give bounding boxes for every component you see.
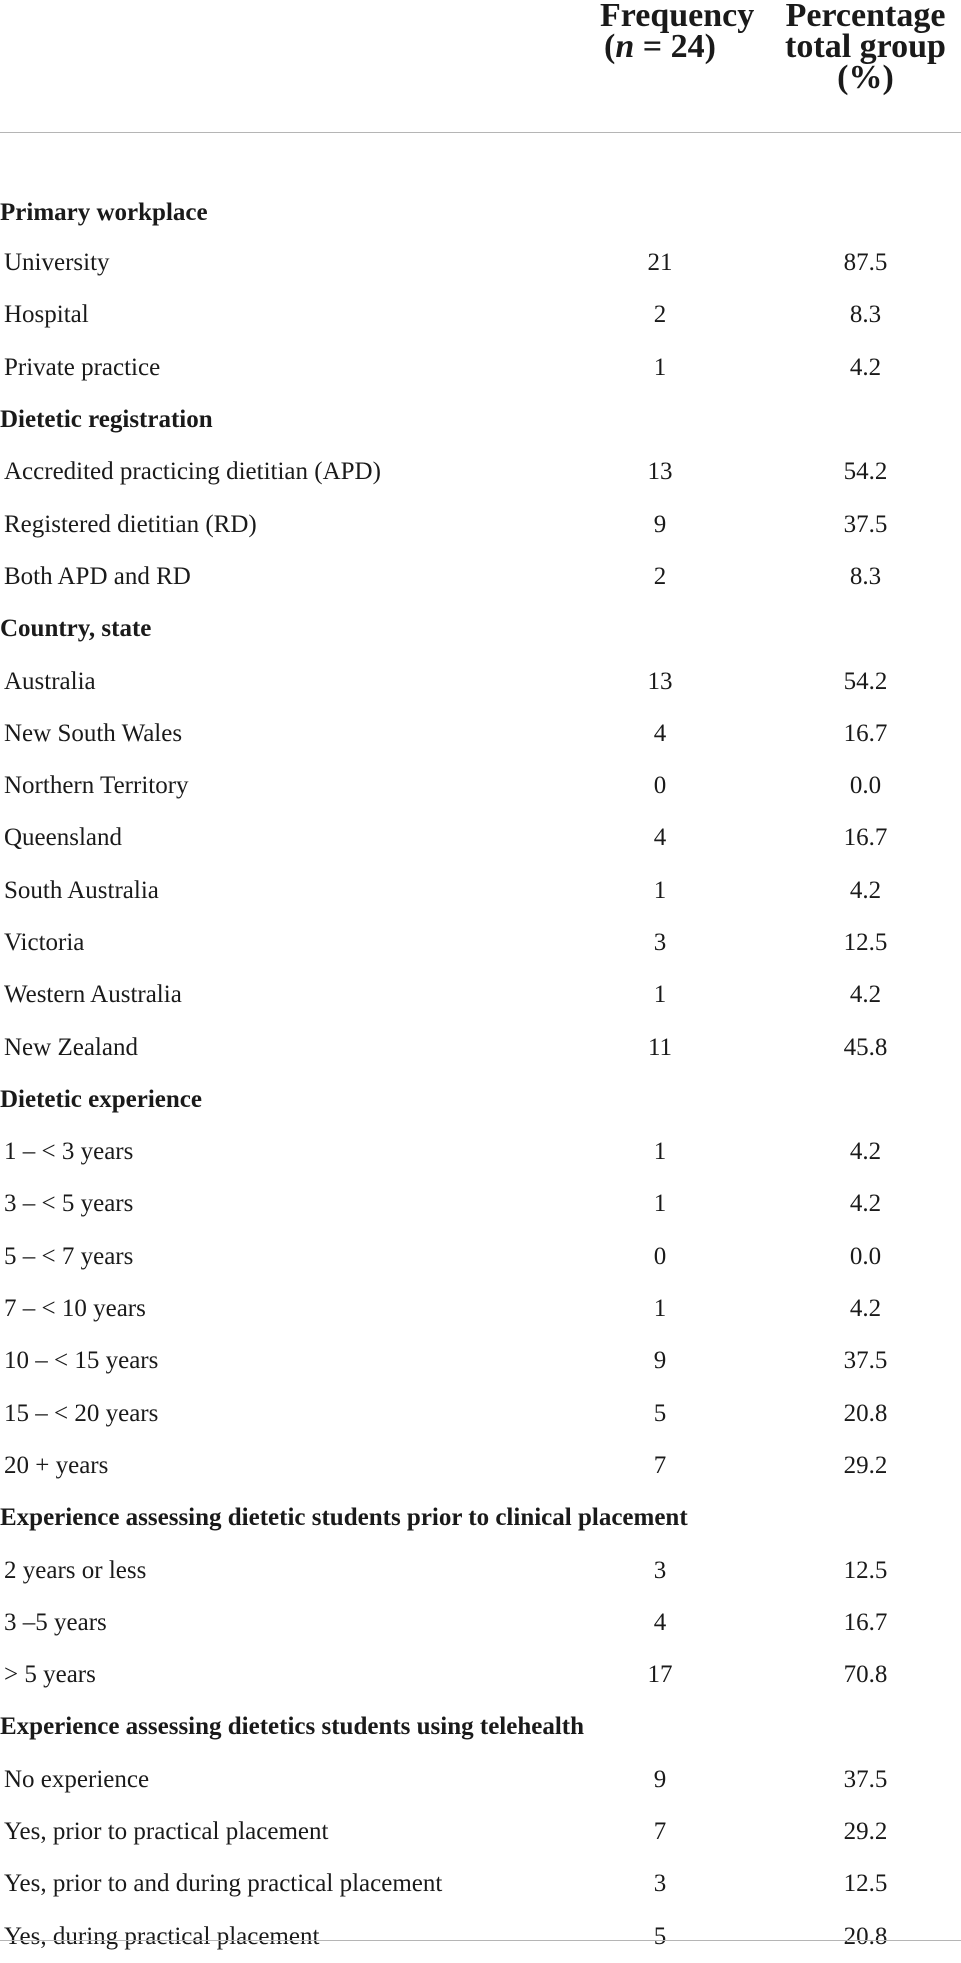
row-percentage: 20.8: [843, 1922, 888, 1950]
header-frequency-n: n: [615, 28, 635, 65]
row-frequency: 0: [653, 772, 667, 800]
section-title: Dietetic registration: [0, 406, 213, 434]
table-row: [0, 1440, 961, 1492]
row-frequency: 1: [653, 353, 667, 381]
row-percentage: 4.2: [849, 1138, 882, 1166]
table-row: [0, 1231, 961, 1283]
section-row: [0, 603, 961, 655]
row-label: No experience: [4, 1765, 150, 1793]
row-label: Yes, prior to practical placement: [4, 1818, 329, 1846]
row-percentage: 29.2: [843, 1451, 888, 1479]
table-row: [0, 1754, 961, 1806]
row-label: Yes, prior to and during practical placement: [4, 1870, 443, 1898]
table-row: [0, 1806, 961, 1858]
table-row: [0, 237, 961, 289]
row-frequency: 0: [653, 1242, 667, 1270]
header-percentage-line-1: Percentage: [785, 0, 946, 34]
table-row: [0, 1283, 961, 1335]
row-percentage: 8.3: [849, 301, 882, 329]
header-row: [0, 0, 961, 133]
header-percentage-line-2: total group: [785, 28, 946, 65]
row-frequency: 3: [653, 929, 667, 956]
row-label: 7 – < 10 years: [4, 1295, 146, 1323]
row-frequency: 1: [653, 1190, 667, 1218]
row-label: Hospital: [4, 301, 89, 329]
row-percentage: 45.8: [843, 1033, 888, 1061]
row-label: Accredited practicing dietitian (APD): [4, 458, 381, 486]
row-frequency: 3: [653, 1870, 667, 1898]
row-percentage: 54.2: [843, 667, 888, 695]
row-label: South Australia: [4, 876, 159, 904]
table-row: [0, 1126, 961, 1178]
row-frequency: 17: [647, 1661, 673, 1689]
row-percentage: 37.5: [843, 1765, 888, 1793]
row-label: Northern Territory: [4, 772, 189, 800]
row-frequency: 5: [653, 1922, 667, 1950]
table-row: [0, 917, 961, 969]
table-header: [0, 0, 961, 133]
table-row: [0, 1649, 961, 1701]
row-frequency: 4: [653, 719, 667, 747]
section-title: Experience assessing dietetics students using telehealth: [0, 1713, 585, 1741]
table-row: [0, 969, 961, 1021]
table-row: [0, 342, 961, 394]
section-title: Dietetic experience: [0, 1085, 202, 1113]
section-title: Country, state: [0, 615, 152, 643]
table-row: [0, 865, 961, 917]
table-row: [0, 498, 961, 550]
row-frequency: 4: [653, 1608, 667, 1636]
row-percentage: 4.2: [849, 981, 882, 1009]
row-percentage: 0.0: [849, 1242, 882, 1270]
row-frequency: 2: [653, 301, 667, 329]
table-row: [0, 551, 961, 603]
row-frequency: 5: [653, 1399, 667, 1427]
row-frequency: 9: [653, 1765, 667, 1793]
row-percentage: 12.5: [843, 1870, 888, 1898]
row-label: 5 – < 7 years: [4, 1242, 134, 1270]
row-frequency: 3: [653, 1556, 667, 1584]
row-frequency: 7: [653, 1451, 667, 1479]
row-percentage: 20.8: [843, 1399, 888, 1427]
row-label: 10 – < 15 years: [4, 1347, 159, 1375]
row-percentage: 12.5: [843, 929, 888, 956]
section-title: Primary workplace: [0, 199, 208, 226]
row-label: New Zealand: [4, 1033, 138, 1061]
table-row: [0, 446, 961, 498]
row-label: > 5 years: [4, 1661, 96, 1689]
header-frequency-line-2: [600, 28, 720, 65]
row-frequency: 11: [647, 1033, 673, 1061]
row-frequency: 1: [653, 1138, 667, 1166]
row-percentage: 4.2: [849, 876, 882, 904]
row-frequency: 21: [647, 249, 673, 277]
section-row: [0, 1074, 961, 1126]
row-label: University: [4, 249, 110, 277]
row-label: 3 – < 5 years: [4, 1190, 134, 1218]
header-percentage: [720, 0, 961, 133]
row-label: Private practice: [4, 353, 161, 381]
table-row: [0, 1544, 961, 1596]
table-row: [0, 1911, 961, 1963]
section-row: [0, 394, 961, 446]
row-label: 15 – < 20 years: [4, 1399, 159, 1427]
row-percentage: 37.5: [843, 510, 888, 538]
row-label: Western Australia: [4, 981, 182, 1009]
table-row: [0, 1597, 961, 1649]
row-percentage: 16.7: [843, 824, 888, 852]
row-frequency: 1: [653, 981, 667, 1009]
row-frequency: 13: [647, 458, 673, 486]
row-label: New South Wales: [4, 719, 183, 747]
row-percentage: 70.8: [843, 1661, 888, 1689]
row-percentage: 4.2: [849, 1295, 882, 1323]
row-percentage: 12.5: [843, 1556, 888, 1584]
table-row: [0, 1178, 961, 1230]
section-row: [0, 1492, 961, 1544]
row-frequency: 13: [647, 667, 673, 695]
row-percentage: 4.2: [849, 1190, 882, 1218]
table-row: [0, 812, 961, 864]
table-bottom-rule: [0, 1940, 961, 1941]
table-row: [0, 1335, 961, 1387]
row-label: Yes, during practical placement: [4, 1922, 320, 1950]
row-percentage: 4.2: [849, 353, 882, 381]
row-percentage: 37.5: [843, 1347, 888, 1375]
row-frequency: 2: [653, 562, 667, 590]
row-percentage: 0.0: [849, 772, 882, 800]
header-frequency: [560, 0, 755, 133]
table-body: [0, 133, 961, 1963]
table-row: [0, 1021, 961, 1073]
section-row: [0, 133, 961, 238]
row-frequency: 1: [653, 1295, 667, 1323]
row-percentage: 87.5: [843, 249, 888, 277]
table-row: [0, 760, 961, 812]
table-row: [0, 1388, 961, 1440]
table-row: [0, 289, 961, 341]
row-frequency: 4: [653, 824, 667, 852]
row-percentage: 54.2: [843, 458, 888, 486]
row-frequency: 7: [653, 1818, 667, 1846]
row-percentage: 8.3: [849, 562, 882, 590]
row-label: Both APD and RD: [4, 562, 191, 590]
section-title: Experience assessing dietetic students prior to clinical placement: [0, 1504, 688, 1532]
row-label: 3 –5 years: [4, 1608, 107, 1636]
row-label: Victoria: [4, 929, 85, 956]
header-percentage-line-3: (%): [837, 59, 894, 96]
header-frequency-count: = 24): [634, 28, 716, 65]
row-label: Australia: [4, 667, 96, 695]
row-label: 2 years or less: [4, 1556, 147, 1584]
row-frequency: 9: [653, 510, 667, 538]
table-row: [0, 655, 961, 707]
table-row: [0, 708, 961, 760]
row-label: Queensland: [4, 824, 123, 852]
row-percentage: 16.7: [843, 1608, 888, 1636]
row-percentage: 29.2: [843, 1818, 888, 1846]
row-label: Registered dietitian (RD): [4, 510, 257, 538]
row-label: 1 – < 3 years: [4, 1138, 134, 1166]
header-frequency-line-1: Frequency: [600, 0, 755, 34]
row-label: 20 + years: [4, 1451, 109, 1479]
table-row: [0, 1858, 961, 1910]
row-frequency: 1: [653, 876, 667, 904]
row-frequency: 9: [653, 1347, 667, 1375]
header-frequency-paren: (: [604, 28, 616, 65]
section-row: [0, 1701, 961, 1753]
header-label-cell: [0, 0, 560, 133]
row-percentage: 16.7: [843, 719, 888, 747]
